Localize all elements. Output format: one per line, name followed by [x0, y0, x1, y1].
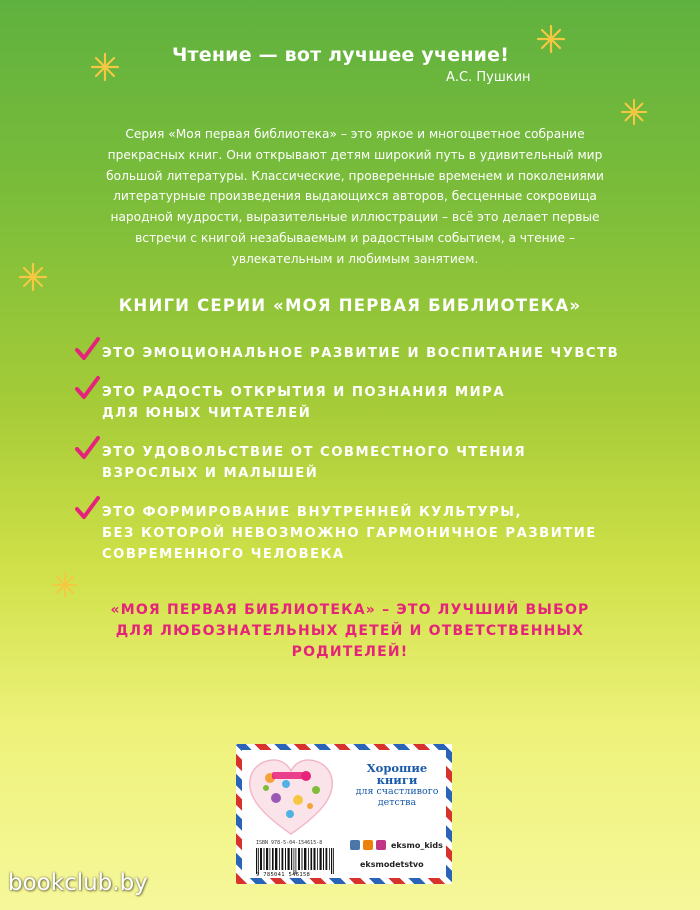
benefit-item — [74, 343, 654, 364]
benefit-text: ЭТО РАДОСТЬ ОТКРЫТИЯ И ПОЗНАНИЯ МИРА ДЛЯ ЮНЫХ ЧИТАТЕЛЕЙ — [102, 385, 506, 421]
description-line: литературные произведения выдающихся авторов, бесценные сокровища — [113, 189, 597, 204]
star-icon — [18, 262, 48, 292]
benefit-item — [74, 502, 654, 565]
checkmark-icon — [74, 337, 100, 363]
star-icon — [620, 98, 648, 126]
star-icon — [90, 52, 120, 82]
series-heading: КНИГИ СЕРИИ «МОЯ ПЕРВАЯ БИБЛИОТЕКА» — [118, 296, 582, 315]
description-line: встречи с книгой незабываемым и радостным событием, а чтение – — [135, 230, 575, 245]
series-description — [95, 124, 615, 270]
benefit-text: ЭТО УДОВОЛЬСТВИЕ ОТ СОВМЕСТНОГО ЧТЕНИЯ ВЗРОСЛЫХ И МАЛЫШЕЙ — [102, 445, 527, 481]
social-row — [350, 840, 443, 850]
description-line: народной мудрости, выразительные иллюстрации – всё это делает первые — [110, 210, 600, 225]
epigraph-quote: Чтение — вот лучшее учение! — [172, 44, 510, 66]
tagline-line: Хорошие — [366, 761, 428, 775]
social-icon — [350, 840, 360, 850]
checkmark-icon — [74, 496, 100, 522]
benefit-text: ЭТО ФОРМИРОВАНИЕ ВНУТРЕННЕЙ КУЛЬТУРЫ, БЕЗ КОТОРОЙ НЕВОЗМОЖНО ГАРМОНИЧНОЕ РАЗВИТИЕ СОВРЕМЕННОГО ЧЕЛОВЕКА — [102, 505, 597, 562]
barcode-icon — [256, 848, 334, 874]
barcode-digits: 9 785041 546158 — [256, 872, 311, 878]
checkmark-icon — [74, 376, 100, 402]
description-line: большой литературы. Классические, проверенные временем и поколениями — [106, 168, 604, 183]
description-line: Серия «Моя первая библиотека» – это яркое и многоцветное собрание — [125, 127, 585, 141]
social-icon — [363, 840, 373, 850]
tagline-line: книги — [376, 773, 418, 787]
benefits-list — [74, 343, 654, 579]
card-body — [242, 750, 446, 878]
social-icon — [376, 840, 386, 850]
social-handle: eksmodetstvo — [360, 860, 424, 869]
description-line: прекрасных книг. Они открывают детям широкий путь в удивительный мир — [107, 147, 603, 162]
epigraph-author: А.С. Пушкин — [446, 70, 531, 85]
tagline-line: детства — [377, 797, 417, 808]
site-watermark: bookclub.by — [8, 870, 148, 896]
checkmark-icon — [74, 436, 100, 462]
description-line: увлекательным и любимым занятием. — [231, 251, 479, 266]
benefit-item — [74, 442, 654, 484]
heart-emblem-icon — [246, 758, 336, 836]
publisher-card — [236, 744, 452, 884]
isbn-label: ISBN 978-5-04-154615-8 — [256, 840, 323, 846]
tagline-line: для счастливого — [355, 786, 439, 797]
closing-statement: «МОЯ ПЕРВАЯ БИБЛИОТЕКА» – ЭТО ЛУЧШИЙ ВЫБОР ДЛЯ ЛЮБОЗНАТЕЛЬНЫХ ДЕТЕЙ И ОТВЕТСТВЕННЫХ РОДИТЕЛЕЙ! — [110, 602, 590, 660]
card-tagline — [352, 762, 442, 808]
benefit-text: ЭТО ЭМОЦИОНАЛЬНОЕ РАЗВИТИЕ И ВОСПИТАНИЕ ЧУВСТВ — [102, 346, 620, 361]
social-handle: eksmo_kids — [391, 840, 443, 850]
benefit-item — [74, 382, 654, 424]
